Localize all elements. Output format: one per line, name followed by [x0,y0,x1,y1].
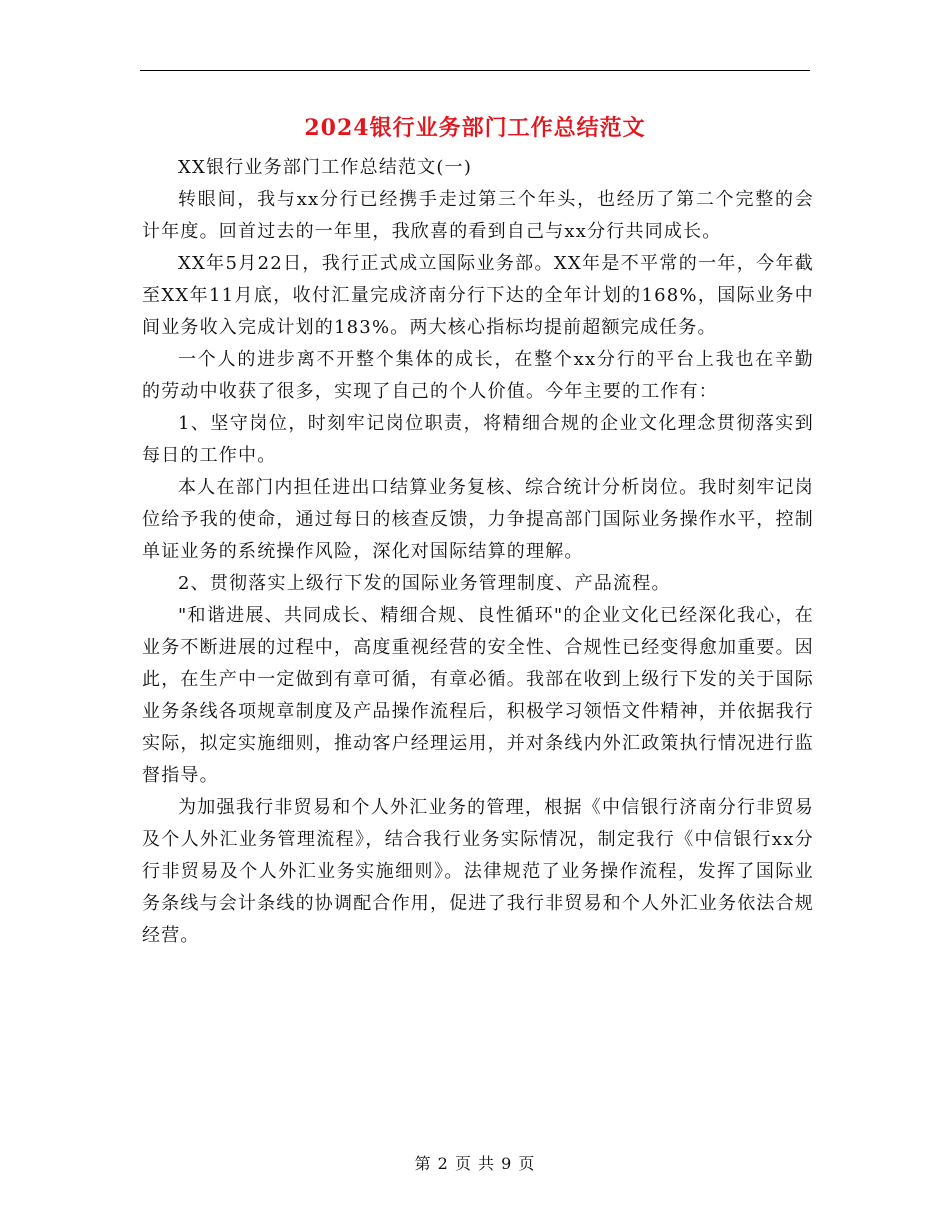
document-title: 2024银行业务部门工作总结范文 [304,115,646,141]
paragraph-intro: 转眼间，我与xx分行已经携手走过第三个年头，也经历了第二个完整的会计年度。回首过去的一年里，我欣喜的看到自己与xx分行共同成长。 [142,189,814,242]
paragraph-culture: "和谐进展、共同成长、精细合规、良性循环"的企业文化已经深化我心，在业务不断进展的过程中，高度重视经营的安全性、合规性已经变得愈加重要。因此，在生产中一定做到有章可循，有章必循。我部在收到上级行下发的关于国际业务条线各项规章制度及产品操作流程后，积极学习领悟文件精神，并依据我行实际，拟定实施细则，推动客户经理运用，并对条线内外汇政策执行情况进行监督指导。 [142,605,814,786]
header-rule [140,70,810,71]
paragraph-achievements: XX年5月22日，我行正式成立国际业务部。XX年是不平常的一年，今年截至XX年11月底，收付汇量完成济南分行下达的全年计划的168%，国际业务中间业务收入完成计划的183%。两大核心指标均提前超额完成任务。 [142,253,814,338]
paragraph-subtitle: XX银行业务部门工作总结范文(一) [178,157,473,178]
paragraph-item-2: 2、贯彻落实上级行下发的国际业务管理制度、产品流程。 [178,573,671,594]
paragraph-role: 本人在部门内担任进出口结算业务复核、综合统计分析岗位。我时刻牢记岗位给予我的使命，通过每日的核查反馈，力争提高部门国际业务操作水平，控制单证业务的系统操作风险，深化对国际结算的理解。 [142,477,814,562]
paragraph-item-1: 1、坚守岗位，时刻牢记岗位职责，将精细合规的企业文化理念贯彻落实到每日的工作中。 [142,413,814,466]
paragraph-growth: 一个人的进步离不开整个集体的成长，在整个xx分行的平台上我也在辛勤的劳动中收获了很多，实现了自己的个人价值。今年主要的工作有： [142,349,814,402]
document-body [142,152,814,952]
paragraph-forex: 为加强我行非贸易和个人外汇业务的管理，根据《中信银行济南分行非贸易及个人外汇业务管理流程》，结合我行业务实际情况，制定我行《中信银行xx分行非贸易及个人外汇业务实施细则》。法律规范了业务操作流程，发挥了国际业务条线与会计条线的协调配合作用，促进了我行非贸易和个人外汇业务依法合规经营。 [142,797,814,946]
page-indicator: 第 2 页 共 9 页 [414,1154,536,1173]
